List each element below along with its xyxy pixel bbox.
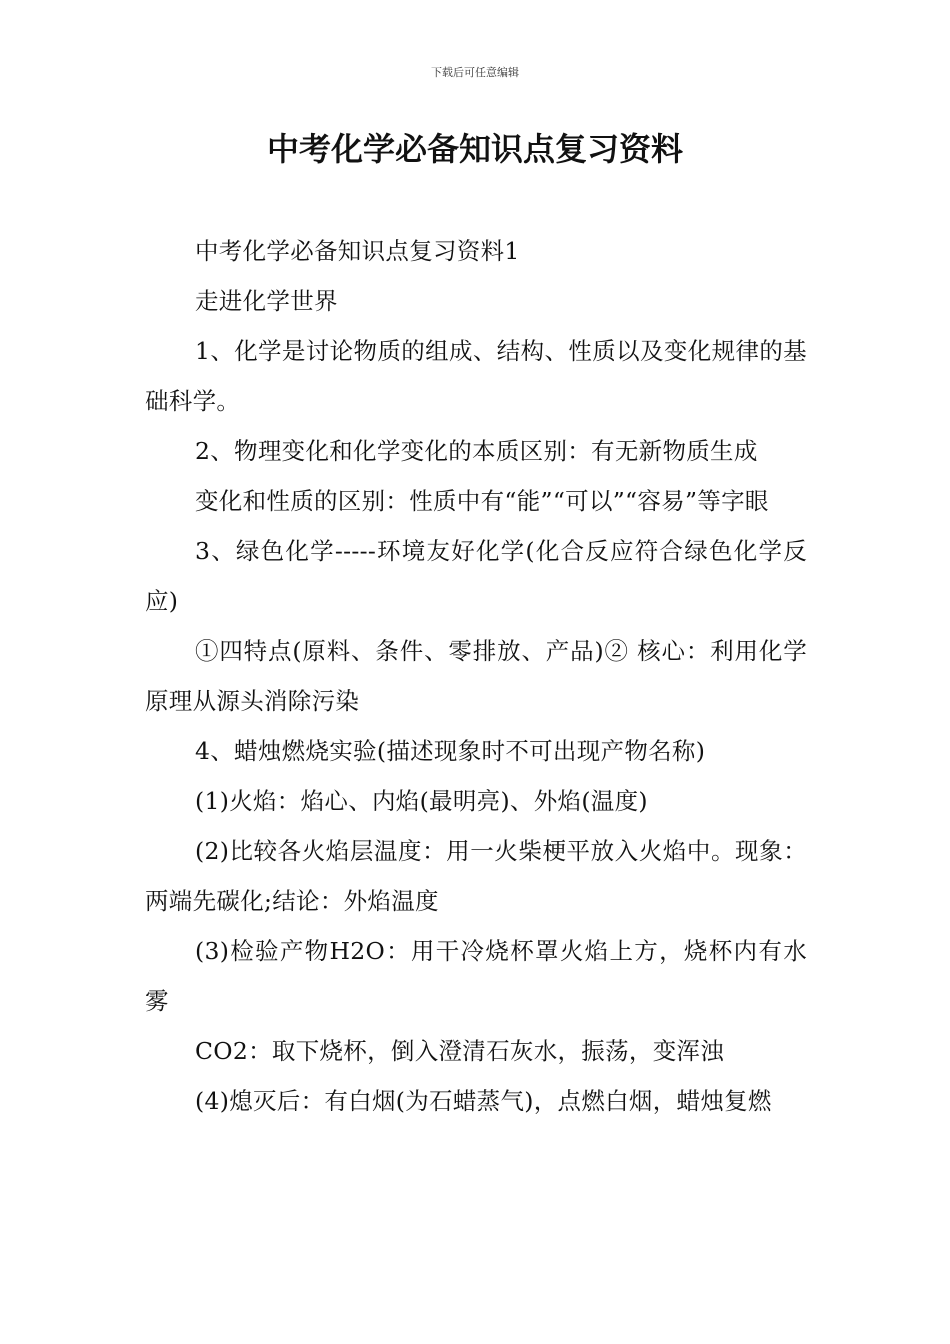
header-note: 下载后可任意编辑	[431, 66, 519, 79]
body-paragraph: 2、物理变化和化学变化的本质区别：有无新物质生成	[195, 437, 758, 465]
body-paragraph: ①四特点(原料、条件、零排放、产品)② 核心：利用化学原理从源头消除污染	[145, 637, 807, 715]
body-paragraph: 4、蜡烛燃烧实验(描述现象时不可出现产物名称)	[195, 737, 706, 765]
chapter-heading: 走进化学世界	[195, 287, 338, 315]
body-paragraph: (2)比较各火焰层温度：用一火柴梗平放入火焰中。现象：两端先碳化;结论：外焰温度	[145, 837, 807, 915]
body-paragraph: (4)熄灭后：有白烟(为石蜡蒸气)，点燃白烟，蜡烛复燃	[195, 1087, 772, 1115]
section-heading: 中考化学必备知识点复习资料1	[195, 237, 520, 265]
body-paragraph: 变化和性质的区别：性质中有“能”“可以”“容易”等字眼	[195, 487, 769, 515]
body-paragraph: 3、绿色化学-----环境友好化学(化合反应符合绿色化学反应)	[145, 537, 807, 615]
body-paragraph: CO2：取下烧杯，倒入澄清石灰水，振荡，变浑浊	[195, 1037, 725, 1065]
body-paragraph: 1、化学是讨论物质的组成、结构、性质以及变化规律的基础科学。	[145, 337, 807, 415]
document-title: 中考化学必备知识点复习资料	[266, 130, 683, 168]
document-body	[145, 226, 807, 1126]
body-paragraph: (3)检验产物H2O：用干冷烧杯罩火焰上方，烧杯内有水雾	[145, 937, 807, 1015]
body-paragraph: (1)火焰：焰心、内焰(最明亮)、外焰(温度)	[195, 787, 648, 815]
